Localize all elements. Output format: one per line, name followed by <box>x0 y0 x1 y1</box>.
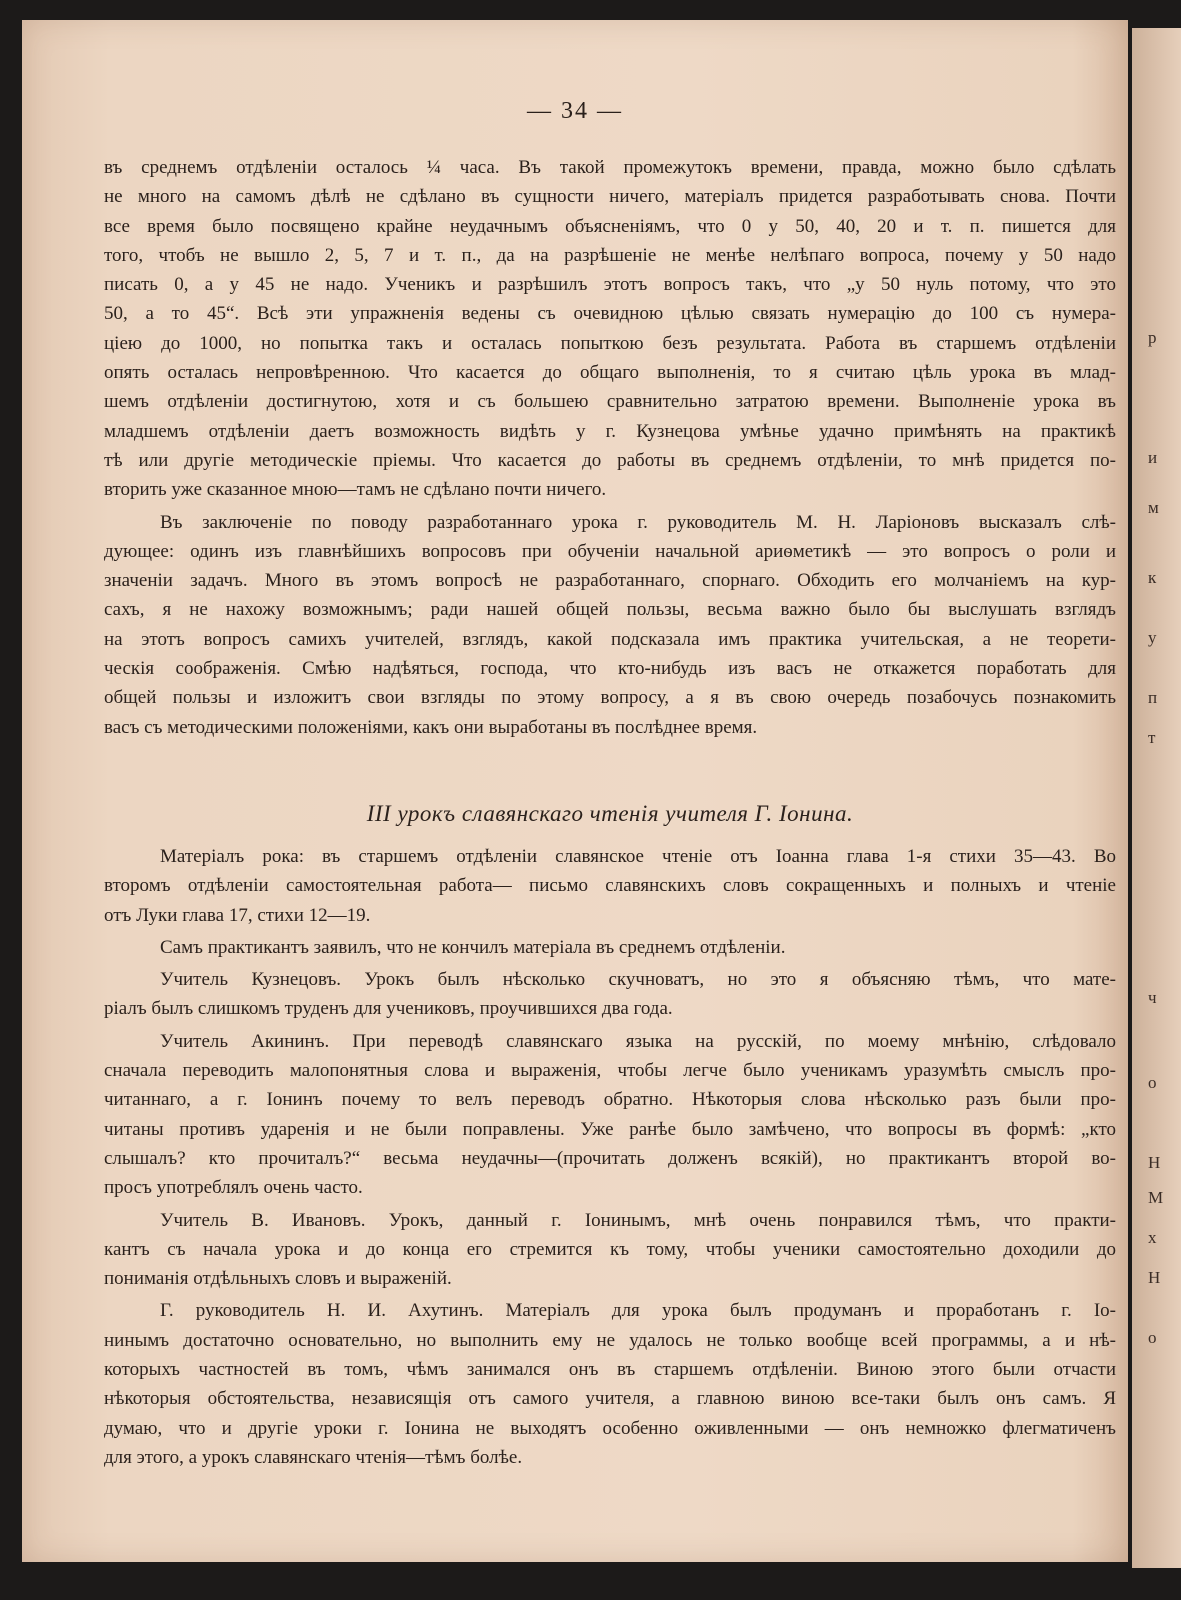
text-line: сначала переводить малопонятныя слова и выраженiя, чтобы легче было ученикамъ уразумѣть смыслъ про- <box>104 1060 1116 1082</box>
text-line: васъ съ методическими положенiями, какъ они выработаны въ послѣднее время. <box>104 716 758 738</box>
text-line: младшемъ отдѣленiи даетъ возможность видѣть у г. Кузнецова умѣнье удачно примѣнять на практикѣ <box>104 420 1116 442</box>
text-line: Г. руководитель Н. И. Ахутинъ. Матерiалъ для урока былъ продуманъ и проработанъ г. Iо- <box>160 1300 1116 1322</box>
text-line: вторить уже сказанное мною—тамъ не сдѣлано почти ничего. <box>104 479 607 501</box>
section-heading: III урокъ славянскаго чтенiя учителя Г. Iонина. <box>366 800 854 826</box>
text-line: значенiи задачъ. Много въ этомъ вопросѣ не разработаннаго, спорнаго. Обходить его молчанiемъ на кур- <box>104 570 1116 592</box>
text-line: того, чтобъ не вышло 2, 5, 7 и т. п., да на разрѣшенiе не менѣе нелѣпаго вопроса, почему у 50 надо <box>104 244 1116 266</box>
adjacent-page-letter: ч <box>1148 988 1157 1007</box>
text-line: слышалъ? кто прочиталъ?“ весьма неудачны—(прочитать долженъ всякiй), но практикантъ второй во- <box>104 1147 1116 1169</box>
adjacent-page-letter: р <box>1148 328 1157 347</box>
text-line: Матерiалъ рока: въ старшемъ отдѣленiи славянское чтенiе отъ Iоанна глава 1-я стихи 35—43. Во <box>160 845 1116 867</box>
text-line: нѣкоторыя обстоятельства, независящiя отъ самого учителя, а главною виною все-таки былъ онъ самъ. Я <box>104 1388 1116 1410</box>
text-line: цiею до 1000, но попытка такъ и осталась попыткою безъ результата. Работа въ старшемъ отдѣленiи <box>104 332 1116 354</box>
paragraph <box>104 508 1116 742</box>
text-line: рiалъ былъ слишкомъ труденъ для учениковъ, проучившихся два года. <box>104 998 673 1020</box>
text-line: въ среднемъ отдѣленiи осталось ¼ часа. Въ такой промежутокъ времени, правда, можно было сдѣлать <box>104 157 1116 178</box>
text-line: опять осталась непровѣренною. Что касается до общаго выполненiя, то я считаю цѣль урока въ млад- <box>104 362 1116 384</box>
adjacent-page-letter: о <box>1148 1328 1157 1347</box>
section-arithmetic-discussion <box>104 153 1116 742</box>
text-line: Въ заключенiе по поводу разработаннаго урока г. руководитель М. Н. Ларiоновъ высказалъ слѣ- <box>160 511 1116 533</box>
document-page <box>22 20 1128 1562</box>
adjacent-page-letter: у <box>1148 628 1157 647</box>
text-line: сахъ, я не нахожу возможнымъ; ради нашей общей пользы, весьма важно было бы выслушать взглядъ <box>104 599 1116 621</box>
text-line: все время было посвящено крайне неудачнымъ объясненiямъ, что 0 у 50, 40, 20 и т. п. пишется для <box>104 215 1116 237</box>
paragraph <box>104 1027 1116 1203</box>
section-slavonic-reading-discussion <box>104 842 1116 1472</box>
adjacent-page-letter: п <box>1148 688 1158 707</box>
adjacent-page-letter: М <box>1148 1188 1164 1207</box>
paragraph <box>104 153 1116 505</box>
text-line: пониманiя отдѣльныхъ словъ и выраженiй. <box>104 1268 452 1290</box>
text-line: писать 0, а у 45 не надо. Ученикъ и разрѣшилъ этотъ вопросъ такъ, что „у 50 нуль потому, что это <box>104 274 1116 296</box>
text-line: для этого, а урокъ славянскаго чтенiя—тѣмъ болѣе. <box>104 1446 523 1468</box>
page-number: — 34 — <box>527 98 623 124</box>
text-line: общей пользы и изложитъ свои взгляды по этому вопросу, а я въ свою очередь позабочусь познакомить <box>104 687 1116 709</box>
text-line: шемъ отдѣленiи достигнутою, хотя и съ большею сравнительно затратою времени. Выполненiе урока въ <box>104 391 1116 413</box>
adjacent-page-letter: к <box>1148 568 1157 587</box>
text-line: которыхъ частностей въ томъ, чѣмъ занимался онъ въ старшемъ отдѣленiи. Виною этого были отчасти <box>104 1358 1116 1380</box>
paragraph <box>104 1296 1116 1472</box>
adjacent-page-letter: Н <box>1148 1268 1161 1287</box>
text-line: Учитель Кузнецовъ. Урокъ былъ нѣсколько скучноватъ, но это я объясняю тѣмъ, что мате- <box>160 969 1116 991</box>
text-line: тѣ или другiе методическiе прiемы. Что касается до работы въ среднемъ отдѣленiи, то мнѣ придется по- <box>104 449 1116 471</box>
text-line: Учитель Акининъ. При переводѣ славянскаго языка на русскiй, по моему мнѣнiю, слѣдовало <box>160 1030 1116 1052</box>
paragraph <box>104 842 1116 930</box>
text-line: на этотъ вопросъ самихъ учителей, взглядъ, какой подсказала имъ практика учительская, а не теорети- <box>104 628 1116 650</box>
adjacent-page-edge <box>1132 28 1181 1568</box>
text-line: читаны противъ ударенiя и не были поправлены. Уже ранѣе было замѣчено, что вопросы въ формѣ: „кто <box>104 1118 1116 1140</box>
text-line: читаннаго, а г. Iонинъ почему то велъ переводъ обратно. Нѣкоторыя слова нѣсколько разъ были про- <box>104 1089 1116 1111</box>
adjacent-page-letter: о <box>1148 1073 1157 1092</box>
text-line: Учитель В. Ивановъ. Урокъ, данный г. Iонинымъ, мнѣ очень понравился тѣмъ, что практи- <box>160 1209 1116 1231</box>
text-line: думаю, что и другiе уроки г. Iонина не выходятъ особенно оживленными — онъ немножко флегматиченъ <box>104 1417 1116 1439</box>
adjacent-page-letter: Н <box>1148 1153 1161 1172</box>
text-line: не много на самомъ дѣлѣ не сдѣлано въ сущности ничего, матерiалъ придется разработывать снова. Почти <box>104 186 1116 208</box>
text-line: дующее: одинъ изъ главнѣйшихъ вопросовъ при обученiи начальной ариѳметикѣ — это вопросъ о роли и <box>104 540 1116 562</box>
text-line: 50, а то 45“. Всѣ эти упражненiя ведены съ очевидною цѣлью связать нумерацiю до 100 съ нумера- <box>104 303 1116 325</box>
paragraph <box>104 933 1116 962</box>
text-line: просъ употреблялъ очень часто. <box>104 1177 363 1199</box>
text-line: нинымъ достаточно основательно, но выполнить ему не удалось не только вообще всей программы, а и нѣ- <box>104 1329 1116 1351</box>
text-line: Самъ практикантъ заявилъ, что не кончилъ матерiала въ среднемъ отдѣленiи. <box>160 936 786 958</box>
paragraph <box>104 1206 1116 1294</box>
text-line: кантъ съ начала урока и до конца его стремится къ тому, чтобы ученики самостоятельно доходили до <box>104 1238 1116 1260</box>
page-body <box>104 150 1116 1472</box>
adjacent-page-letter: м <box>1148 498 1159 517</box>
text-line: ческiя соображенiя. Смѣю надѣяться, господа, что кто-нибудь изъ васъ не откажется поработать для <box>104 658 1116 680</box>
adjacent-page-letter: т <box>1148 728 1156 747</box>
paragraph <box>104 965 1116 1024</box>
adjacent-page-letter: и <box>1148 448 1158 467</box>
adjacent-page-letter: х <box>1148 1228 1157 1247</box>
text-line: отъ Луки глава 17, стихи 12—19. <box>104 904 371 926</box>
text-line: второмъ отдѣленiи самостоятельная работа— письмо славянскихъ словъ сокращенныхъ и полныхъ и чтенiе <box>104 875 1116 897</box>
